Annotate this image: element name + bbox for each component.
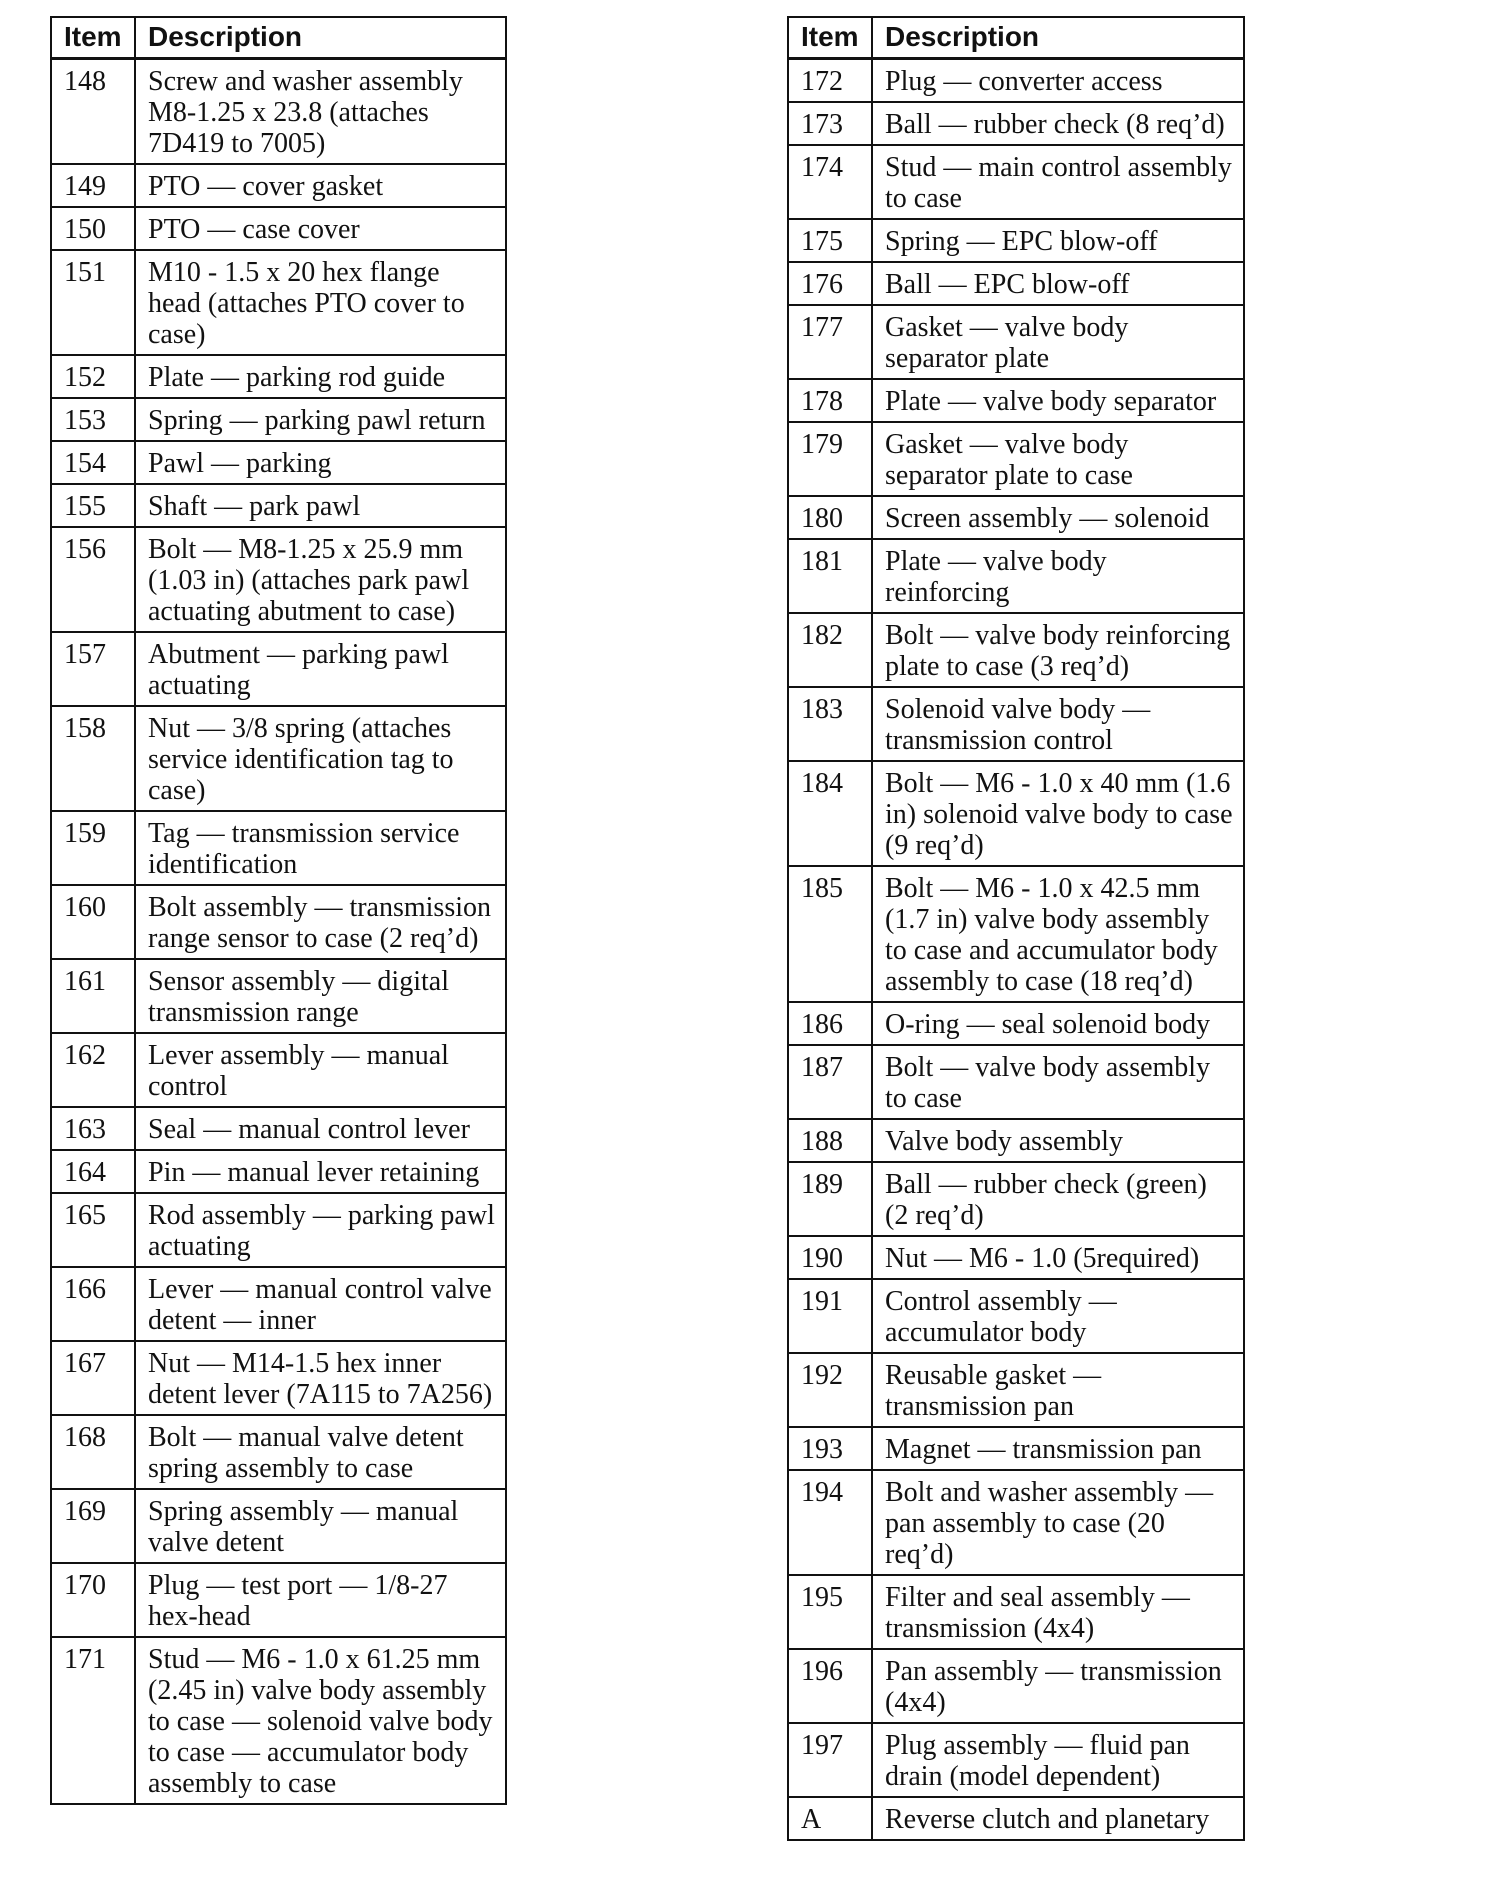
description-cell: Gasket — valve body separator plate to case <box>872 422 1244 496</box>
item-number-cell: 153 <box>51 398 135 441</box>
table-row <box>51 1563 506 1637</box>
description-cell: Plug assembly — fluid pan drain (model dependent) <box>872 1723 1244 1797</box>
item-number-cell: 192 <box>788 1353 872 1427</box>
item-number-cell: 169 <box>51 1489 135 1563</box>
description-cell: Stud — M6 - 1.0 x 61.25 mm (2.45 in) valve body assembly to case — solenoid valve body to case — accumulator body assembly to case <box>135 1637 506 1804</box>
item-number-cell: 186 <box>788 1002 872 1045</box>
item-number-cell: 157 <box>51 632 135 706</box>
table-row <box>788 145 1244 219</box>
table-row <box>788 1279 1244 1353</box>
description-cell: Bolt and washer assembly — pan assembly to case (20 req’d) <box>872 1470 1244 1575</box>
table-row <box>51 58 506 164</box>
table-row <box>51 959 506 1033</box>
table-row <box>788 539 1244 613</box>
description-cell: Plate — valve body separator <box>872 379 1244 422</box>
item-number-cell: 166 <box>51 1267 135 1341</box>
item-number-cell: 161 <box>51 959 135 1033</box>
table-row <box>51 1033 506 1107</box>
description-cell: Plug — test port — 1/8-27 hex-head <box>135 1563 506 1637</box>
description-cell: Plate — valve body reinforcing <box>872 539 1244 613</box>
table-row <box>788 1470 1244 1575</box>
item-number-cell: 158 <box>51 706 135 811</box>
table-row <box>788 102 1244 145</box>
table-row <box>788 1045 1244 1119</box>
item-number-cell: 150 <box>51 207 135 250</box>
description-cell: Bolt — valve body assembly to case <box>872 1045 1244 1119</box>
item-number-cell: 172 <box>788 58 872 102</box>
table-row <box>51 398 506 441</box>
item-number-cell: 174 <box>788 145 872 219</box>
item-number-cell: 162 <box>51 1033 135 1107</box>
table-row <box>788 1723 1244 1797</box>
item-number-cell: 160 <box>51 885 135 959</box>
description-cell: Bolt — M6 - 1.0 x 42.5 mm (1.7 in) valve body assembly to case and accumulator body assembly to case (18 req’d) <box>872 866 1244 1002</box>
description-cell: Bolt — valve body reinforcing plate to case (3 req’d) <box>872 613 1244 687</box>
description-cell: Screw and washer assembly M8-1.25 x 23.8 (attaches 7D419 to 7005) <box>135 58 506 164</box>
table-row <box>51 1341 506 1415</box>
item-number-cell: 175 <box>788 219 872 262</box>
description-cell: PTO — case cover <box>135 207 506 250</box>
item-number-cell: 195 <box>788 1575 872 1649</box>
item-number-cell: 187 <box>788 1045 872 1119</box>
description-cell: Pan assembly — transmission (4x4) <box>872 1649 1244 1723</box>
description-cell: Bolt — M6 - 1.0 x 40 mm (1.6 in) solenoid valve body to case (9 req’d) <box>872 761 1244 866</box>
table-row <box>788 1427 1244 1470</box>
table-row <box>788 866 1244 1002</box>
description-cell: Abutment — parking pawl actuating <box>135 632 506 706</box>
table-row <box>788 1575 1244 1649</box>
item-number-cell: 193 <box>788 1427 872 1470</box>
table-row <box>51 484 506 527</box>
item-number-cell: 155 <box>51 484 135 527</box>
table-row <box>788 58 1244 102</box>
item-number-cell: 171 <box>51 1637 135 1804</box>
item-number-cell: A <box>788 1797 872 1840</box>
description-cell: Shaft — park pawl <box>135 484 506 527</box>
item-number-cell: 194 <box>788 1470 872 1575</box>
description-cell: Pin — manual lever retaining <box>135 1150 506 1193</box>
item-number-cell: 151 <box>51 250 135 355</box>
table-row <box>51 207 506 250</box>
table-row <box>788 219 1244 262</box>
description-cell: Bolt — manual valve detent spring assembly to case <box>135 1415 506 1489</box>
item-number-cell: 191 <box>788 1279 872 1353</box>
description-cell: Magnet — transmission pan <box>872 1427 1244 1470</box>
table-row <box>51 1267 506 1341</box>
description-cell: Ball — rubber check (8 req’d) <box>872 102 1244 145</box>
table-header-row <box>51 17 506 58</box>
item-number-cell: 167 <box>51 1341 135 1415</box>
description-cell: Ball — rubber check (green) (2 req’d) <box>872 1162 1244 1236</box>
table-row <box>788 262 1244 305</box>
table-row <box>51 1107 506 1150</box>
item-number-cell: 182 <box>788 613 872 687</box>
table-row <box>788 1002 1244 1045</box>
description-column-header: Description <box>872 17 1244 58</box>
description-cell: Control assembly — accumulator body <box>872 1279 1244 1353</box>
table-row <box>788 761 1244 866</box>
description-cell: Bolt — M8-1.25 x 25.9 mm (1.03 in) (attaches park pawl actuating abutment to case) <box>135 527 506 632</box>
table-row <box>51 441 506 484</box>
table-row <box>51 706 506 811</box>
item-number-cell: 164 <box>51 1150 135 1193</box>
table-row <box>51 632 506 706</box>
item-number-cell: 170 <box>51 1563 135 1637</box>
table-row <box>51 811 506 885</box>
description-cell: Sensor assembly — digital transmission range <box>135 959 506 1033</box>
description-cell: Plug — converter access <box>872 58 1244 102</box>
description-cell: Rod assembly — parking pawl actuating <box>135 1193 506 1267</box>
item-number-cell: 179 <box>788 422 872 496</box>
table-row <box>788 687 1244 761</box>
table-row <box>51 885 506 959</box>
item-number-cell: 188 <box>788 1119 872 1162</box>
description-cell: M10 - 1.5 x 20 hex flange head (attaches PTO cover to case) <box>135 250 506 355</box>
item-column-header: Item <box>51 17 135 58</box>
description-cell: Nut — M14-1.5 hex inner detent lever (7A115 to 7A256) <box>135 1341 506 1415</box>
table-row <box>51 250 506 355</box>
description-cell: Spring — parking pawl return <box>135 398 506 441</box>
description-cell: Seal — manual control lever <box>135 1107 506 1150</box>
item-number-cell: 149 <box>51 164 135 207</box>
table-row <box>788 1119 1244 1162</box>
description-cell: O-ring — seal solenoid body <box>872 1002 1244 1045</box>
description-cell: Reusable gasket — transmission pan <box>872 1353 1244 1427</box>
table-row <box>51 1415 506 1489</box>
description-cell: Plate — parking rod guide <box>135 355 506 398</box>
description-cell: PTO — cover gasket <box>135 164 506 207</box>
table-row <box>788 1649 1244 1723</box>
description-cell: Screen assembly — solenoid <box>872 496 1244 539</box>
description-cell: Stud — main control assembly to case <box>872 145 1244 219</box>
description-cell: Gasket — valve body separator plate <box>872 305 1244 379</box>
table-row <box>788 1162 1244 1236</box>
table-row <box>788 379 1244 422</box>
description-cell: Nut — M6 - 1.0 (5required) <box>872 1236 1244 1279</box>
item-number-cell: 184 <box>788 761 872 866</box>
item-number-cell: 156 <box>51 527 135 632</box>
item-number-cell: 168 <box>51 1415 135 1489</box>
table-row <box>788 496 1244 539</box>
table-row <box>788 305 1244 379</box>
item-number-cell: 148 <box>51 58 135 164</box>
item-number-cell: 180 <box>788 496 872 539</box>
parts-table-left <box>50 16 507 1805</box>
item-number-cell: 176 <box>788 262 872 305</box>
table-row <box>788 422 1244 496</box>
item-number-cell: 183 <box>788 687 872 761</box>
description-cell: Solenoid valve body — transmission control <box>872 687 1244 761</box>
item-number-cell: 165 <box>51 1193 135 1267</box>
description-cell: Valve body assembly <box>872 1119 1244 1162</box>
item-column-header: Item <box>788 17 872 58</box>
item-number-cell: 196 <box>788 1649 872 1723</box>
table-row <box>788 613 1244 687</box>
item-number-cell: 163 <box>51 1107 135 1150</box>
description-cell: Lever assembly — manual control <box>135 1033 506 1107</box>
description-cell: Pawl — parking <box>135 441 506 484</box>
description-cell: Filter and seal assembly — transmission (4x4) <box>872 1575 1244 1649</box>
item-number-cell: 181 <box>788 539 872 613</box>
table-row <box>51 1637 506 1804</box>
table-row <box>788 1236 1244 1279</box>
item-number-cell: 189 <box>788 1162 872 1236</box>
table-row <box>788 1353 1244 1427</box>
description-cell: Lever — manual control valve detent — inner <box>135 1267 506 1341</box>
table-row <box>51 1193 506 1267</box>
item-number-cell: 177 <box>788 305 872 379</box>
table-header-row <box>788 17 1244 58</box>
item-number-cell: 173 <box>788 102 872 145</box>
item-number-cell: 197 <box>788 1723 872 1797</box>
item-number-cell: 154 <box>51 441 135 484</box>
description-cell: Spring assembly — manual valve detent <box>135 1489 506 1563</box>
description-cell: Spring — EPC blow-off <box>872 219 1244 262</box>
item-number-cell: 152 <box>51 355 135 398</box>
parts-table-right <box>787 16 1245 1841</box>
table-row <box>51 527 506 632</box>
description-column-header: Description <box>135 17 506 58</box>
description-cell: Nut — 3/8 spring (attaches service identification tag to case) <box>135 706 506 811</box>
table-row <box>51 1489 506 1563</box>
item-number-cell: 185 <box>788 866 872 1002</box>
item-number-cell: 178 <box>788 379 872 422</box>
description-cell: Bolt assembly — transmission range sensor to case (2 req’d) <box>135 885 506 959</box>
description-cell: Tag — transmission service identification <box>135 811 506 885</box>
item-number-cell: 159 <box>51 811 135 885</box>
table-row <box>51 355 506 398</box>
table-row <box>788 1797 1244 1840</box>
table-row <box>51 1150 506 1193</box>
description-cell: Ball — EPC blow-off <box>872 262 1244 305</box>
table-row <box>51 164 506 207</box>
description-cell: Reverse clutch and planetary <box>872 1797 1244 1840</box>
item-number-cell: 190 <box>788 1236 872 1279</box>
